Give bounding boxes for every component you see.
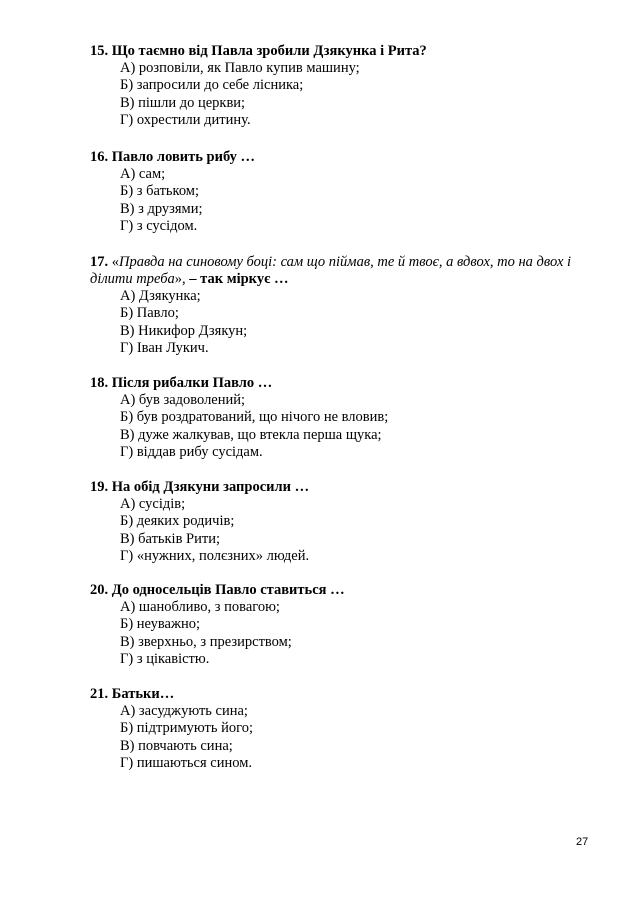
question-title: [90, 149, 600, 166]
options-list: [90, 60, 600, 130]
option-b: Б) деяких родичів;: [120, 513, 235, 530]
question-18: [90, 375, 600, 462]
page-number: 27: [576, 836, 589, 848]
option-d: Г) віддав рибу сусідам.: [120, 444, 263, 461]
option-d: Г) з цікавістю.: [120, 651, 210, 668]
quote-open: «: [111, 254, 119, 270]
option-a: А) засуджують сина;: [120, 703, 248, 719]
question-number: 21.: [90, 686, 109, 702]
question-number: 17.: [90, 254, 109, 270]
option-d: Г) з сусідом.: [120, 218, 198, 235]
option-c: В) з друзями;: [120, 200, 203, 217]
option-b: Б) був роздратований, що нічого не вловив;: [120, 409, 389, 426]
option-c: В) повчають сина;: [120, 737, 233, 754]
option-d: Г) «нужних, полєзних» людей.: [120, 548, 310, 565]
option-c: В) зверхньо, з презирством;: [120, 633, 292, 650]
quote-text-line1: Правда на синовому боці: сам що піймав, те й твоє, а вдвох, то на двох і: [119, 254, 572, 270]
options-list: [90, 166, 600, 236]
question-title: [90, 375, 600, 392]
option-c: В) Никифор Дзякун;: [120, 322, 248, 339]
option-a: А) сам;: [120, 166, 166, 182]
option-a: А) шанобливо, з повагою;: [120, 599, 280, 615]
question-title: [90, 686, 600, 703]
question-number: 18.: [90, 375, 109, 391]
option-b: Б) з батьком;: [120, 183, 200, 200]
question-text: Павло ловить рибу …: [111, 149, 256, 165]
question-16: [90, 149, 600, 236]
question-text: Батьки…: [111, 686, 175, 702]
question-21: [90, 686, 600, 773]
option-b: Б) неуважно;: [120, 616, 201, 633]
option-d: Г) Іван Лукич.: [120, 340, 209, 357]
option-b: Б) підтримують його;: [120, 720, 253, 737]
question-17: [90, 254, 600, 358]
options-list: [90, 496, 600, 566]
options-list: [90, 288, 600, 358]
option-b: Б) Павло;: [120, 305, 179, 322]
question-number: 20.: [90, 582, 109, 598]
option-d: Г) охрестили дитину.: [120, 112, 251, 129]
question-title: [90, 43, 600, 60]
option-d: Г) пишаються сином.: [120, 755, 253, 772]
question-19: [90, 479, 600, 566]
question-number: 15.: [90, 43, 109, 59]
question-number: 16.: [90, 149, 109, 165]
question-title: [90, 479, 600, 496]
quote-text-line2: ділити треба: [90, 271, 175, 287]
question-number: 19.: [90, 479, 109, 495]
question-15: [90, 43, 600, 130]
options-list: [90, 599, 600, 669]
option-a: А) Дзякунка;: [120, 288, 201, 304]
question-text: До односельців Павло ставиться …: [111, 582, 345, 598]
quote-close: »,: [174, 271, 186, 287]
question-text: На обід Дзякуни запросили …: [111, 479, 310, 495]
question-text: Що таємно від Павла зробили Дзякунка і Рита?: [111, 43, 427, 59]
options-list: [90, 703, 600, 773]
options-list: [90, 392, 600, 462]
question-20: [90, 582, 600, 669]
option-c: В) дуже жалкував, що втекла перша щука;: [120, 426, 382, 443]
option-b: Б) запросили до себе лісника;: [120, 77, 304, 94]
question-text: – так міркує …: [185, 271, 289, 287]
question-title: [90, 254, 600, 288]
option-c: В) батьків Рити;: [120, 530, 221, 547]
question-text: Після рибалки Павло …: [111, 375, 273, 391]
question-title: [90, 582, 600, 599]
option-a: А) був задоволений;: [120, 392, 246, 408]
option-a: А) розповіли, як Павло купив машину;: [120, 60, 360, 76]
option-c: В) пішли до церкви;: [120, 94, 246, 111]
option-a: А) сусідів;: [120, 496, 186, 512]
